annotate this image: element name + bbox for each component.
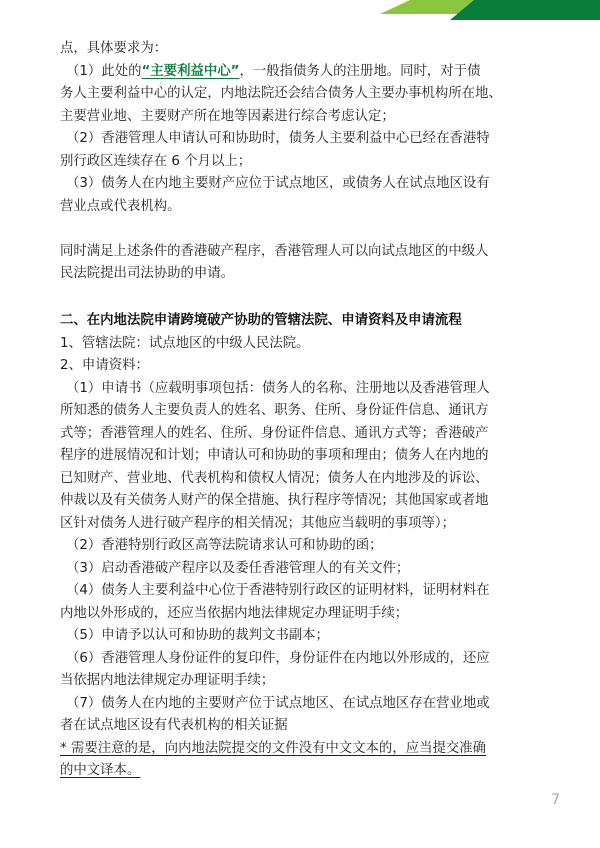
item-1-line: 区针对债务人进行破产程序的相关情况；其他应当载明的事项等）； [60,515,456,531]
key-term-main-interest-center: “主要利益中心” [141,63,240,79]
note-line: * 需要注意的是，向内地法院提交的文件没有中文文本的，应当提交准确 [60,740,487,756]
note-line: 的中文译本。 [60,763,141,778]
item-6-line: （6）香港管理人身份证件的复印件，身份证件在内地以外形成的，还应 [66,650,490,666]
item-4-line: 内地以外形成的，还应当依据内地法律规定办理证明手续； [60,605,409,621]
condition-1-line: 务人主要利益中心的认定，内地法院还会结合债务人主要办事机构所在地、 [60,86,502,101]
page-number: 7 [551,792,560,808]
condition-3-line: 营业点或代表机构。 [60,198,181,214]
item-1-line: 仲裁以及有关债务人财产的保全措施、执行程序等情况；其他国家或者地 [60,493,489,508]
item-4-line: （4）债务人主要利益中心位于香港特别行政区的证明材料，证明材料在 [66,583,490,598]
item-6-line: 当依据内地法律规定办理证明手续； [60,673,275,688]
condition-3-line: （3）债务人在内地主要财产应位于试点地区，或债务人在试点地区设有 [66,176,490,191]
document-body [60,38,548,783]
condition-2-line: （2）香港管理人申请认可和协助时，债务人主要利益中心已经在香港特 [66,131,490,146]
condition-1-line: 主要营业地、主要财产所在地等因素进行综合考虑认定； [60,108,395,124]
summary-line: 同时满足上述条件的香港破产程序，香港管理人可以向试点地区的中级人 [60,243,489,259]
section-heading: 二、在内地法院申请跨境破产协助的管辖法院、申请资料及申请流程 [60,313,462,328]
header-decoration [380,0,600,20]
condition-1-line [60,61,548,84]
item-7-line: （7）债务人在内地的主要财产位于试点地区、在试点地区存在营业地或 [66,695,490,711]
summary-line: 民法院提出司法协助的申请。 [60,266,235,281]
condition-2-line: 别行政区连续存在 6 个月以上； [60,153,252,169]
item-7-line: 者在试点地区设有代表机构的相关证据 [60,718,288,733]
item-3-line: （3）启动香港破产程序以及委任香港管理人的有关文件； [66,560,410,576]
item-5-line: （5）申请予以认可和协助的裁判文书副本； [66,628,329,643]
item-1-line: 式等；香港管理人的姓名、住所、身份证件信息、通讯方式等；香港破产 [60,425,489,441]
condition-1-prefix: （1）此处的 [66,63,142,79]
materials-label: 2、申请资料： [60,358,149,373]
condition-1-suffix: ，一般指债务人的注册地。同时，对于债 [239,63,481,79]
item-1-line: （1）申请书（应载明事项包括：债务人的名称、注册地以及香港管理人 [66,380,490,396]
item-1-line: 程序的进展情况和计划；申请认可和协助的事项和理由；债务人在内地的 [60,448,489,463]
item-2-line: （2）香港特别行政区高等法院请求认可和协助的函； [66,538,383,553]
intro-line: 点，具体要求为： [60,41,168,56]
item-1-line: 已知财产、营业地、代表机构和债权人情况；债务人在内地涉及的诉讼、 [60,470,489,486]
item-1-line: 所知悉的债务人主要负责人的姓名、职务、住所、身份证件信息、通讯方 [60,403,489,418]
header-band-dark [450,0,600,20]
court-line: 1、管辖法院：试点地区的中级人民法院。 [60,335,310,351]
